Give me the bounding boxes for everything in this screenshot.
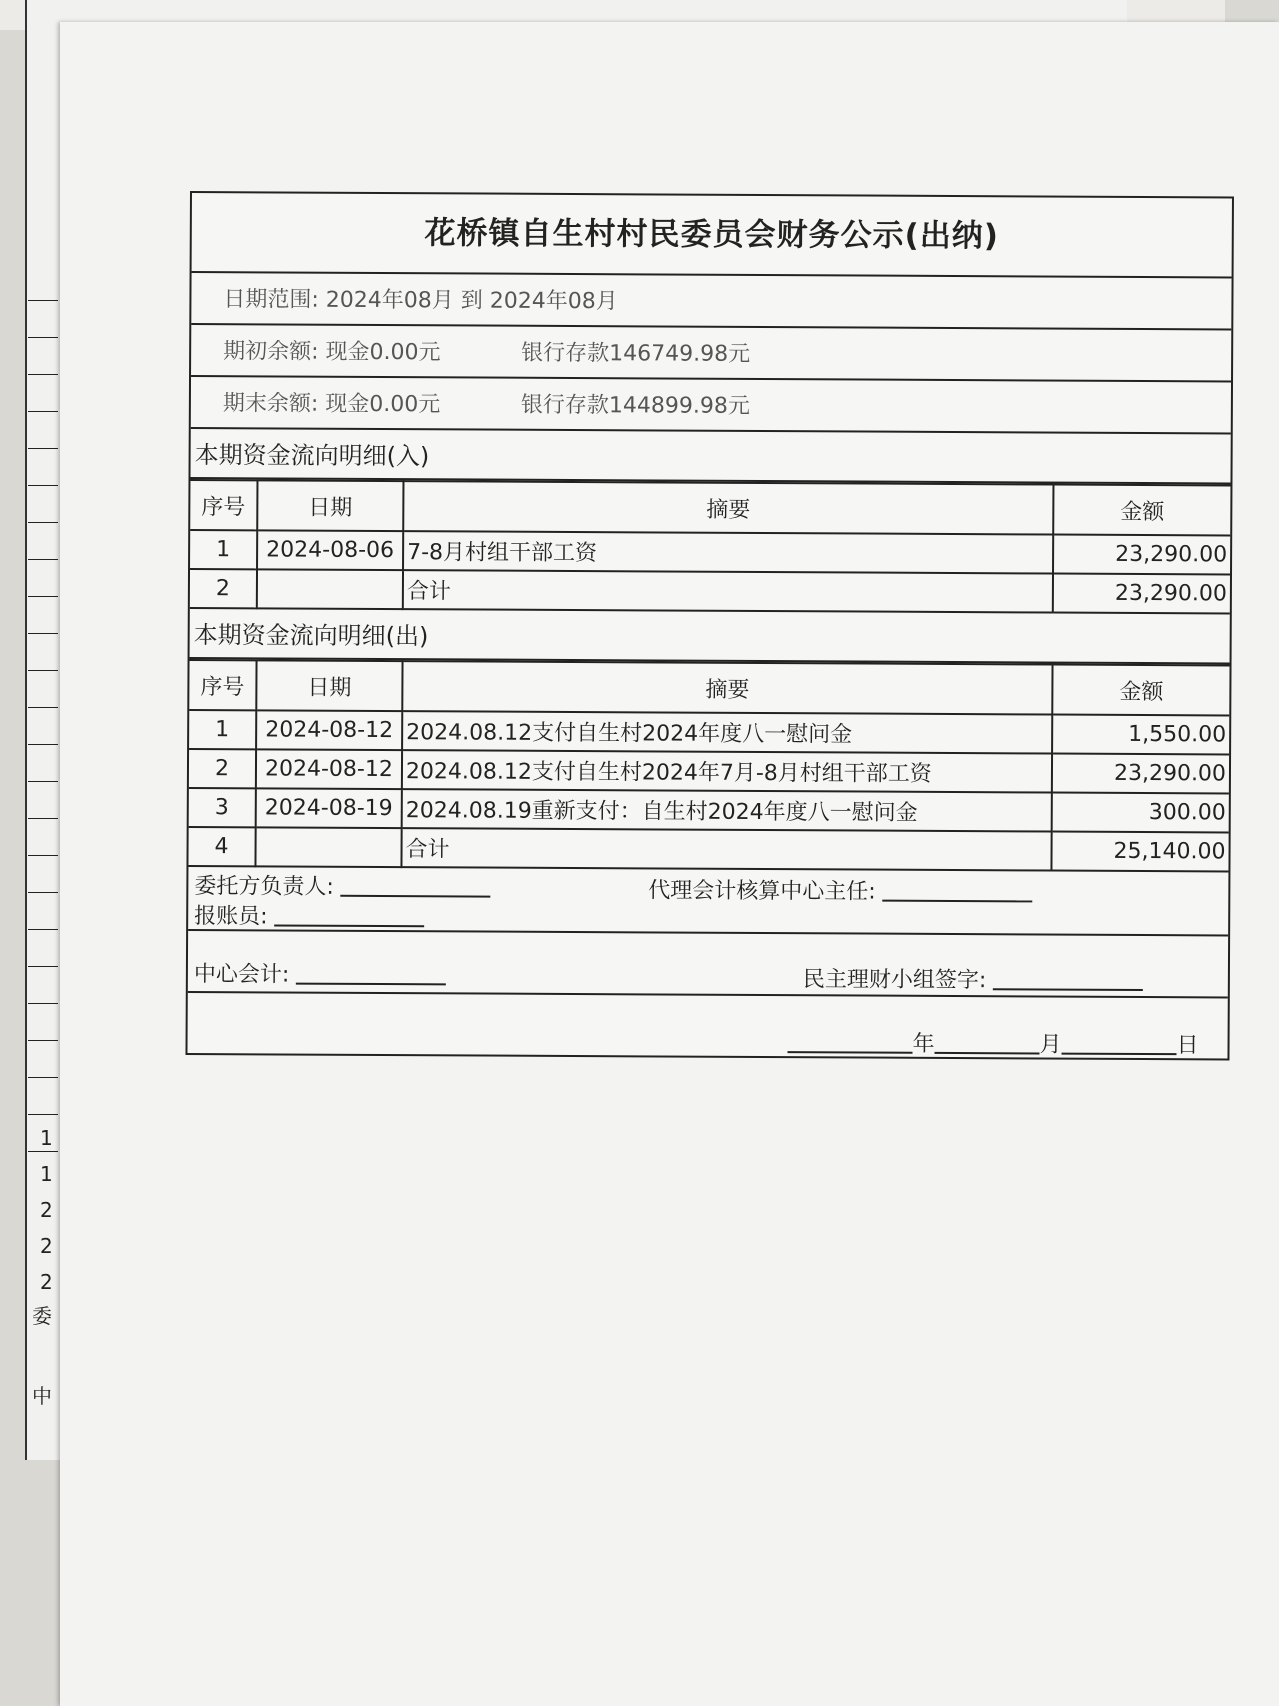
cell-no: 4 bbox=[188, 827, 255, 866]
table-row-total bbox=[190, 569, 1230, 613]
header-date: 日期 bbox=[256, 660, 402, 711]
cell-summary: 7-8月村组干部工资 bbox=[403, 531, 1053, 573]
cell-no: 2 bbox=[190, 569, 257, 608]
table-header-row bbox=[189, 660, 1229, 715]
cell-no: 1 bbox=[189, 710, 256, 749]
cell-summary: 2024.08.12支付自生村2024年7月-8月村组干部工资 bbox=[402, 750, 1052, 792]
day-label: 日 bbox=[1176, 1033, 1199, 1059]
header-amount: 金额 bbox=[1052, 665, 1229, 716]
cell-date: 2024-08-06 bbox=[257, 530, 403, 570]
closing-cash: 期末余额: 现金0.00元 bbox=[222, 391, 441, 418]
background-sheet-rules bbox=[28, 300, 58, 1188]
form-title: 花桥镇自生村村民委员会财务公示(出纳) bbox=[192, 193, 1232, 278]
signature-date bbox=[787, 1026, 1198, 1059]
cell-amount: 23,290.00 bbox=[1053, 574, 1230, 614]
cell-amount: 1,550.00 bbox=[1052, 715, 1229, 755]
opening-balance-row bbox=[191, 325, 1231, 382]
center-accountant-label: 中心会计: bbox=[194, 957, 447, 989]
background-fragment: 2 bbox=[40, 1198, 53, 1222]
signature-row-1 bbox=[188, 867, 1228, 936]
header-no: 序号 bbox=[190, 480, 257, 530]
cell-date: 2024-08-12 bbox=[256, 749, 402, 789]
cell-summary: 2024.08.12支付自生村2024年度八一慰问金 bbox=[402, 711, 1052, 753]
agency-director-blank bbox=[883, 899, 1033, 903]
cell-date bbox=[257, 569, 403, 609]
signature-date-row bbox=[187, 993, 1227, 1058]
month-label: 月 bbox=[1039, 1032, 1062, 1058]
cell-amount: 23,290.00 bbox=[1053, 535, 1230, 575]
background-fragment: 中 bbox=[32, 1384, 52, 1408]
expense-section-title: 本期资金流向明细(出) bbox=[190, 609, 1230, 664]
finance-group-blank bbox=[993, 987, 1143, 991]
principal-blank bbox=[341, 894, 491, 898]
background-fragment: 1 bbox=[40, 1162, 53, 1186]
bookkeeper-blank bbox=[275, 923, 425, 927]
finance-disclosure-form bbox=[185, 191, 1234, 1060]
center-accountant-blank bbox=[296, 982, 446, 986]
cell-date bbox=[255, 827, 401, 867]
cell-amount: 23,290.00 bbox=[1052, 754, 1229, 794]
income-section-title: 本期资金流向明细(入) bbox=[190, 429, 1230, 484]
signature-row-2 bbox=[188, 931, 1228, 998]
header-summary: 摘要 bbox=[402, 661, 1052, 714]
income-table bbox=[190, 479, 1231, 614]
background-fragment: 委 bbox=[32, 1304, 52, 1328]
finance-group-label: 民主理财小组签字: bbox=[803, 962, 1144, 995]
bookkeeper-label: 报账员: bbox=[194, 899, 425, 931]
header-amount: 金额 bbox=[1053, 485, 1230, 536]
background-fragment: 2 bbox=[40, 1234, 53, 1258]
header-no: 序号 bbox=[189, 660, 256, 710]
opening-bank: 银行存款146749.98元 bbox=[521, 340, 751, 367]
table-header-row bbox=[190, 480, 1230, 535]
header-summary: 摘要 bbox=[403, 481, 1053, 534]
cell-date: 2024-08-12 bbox=[256, 710, 402, 750]
closing-balance-row bbox=[191, 377, 1231, 434]
table-row-total bbox=[188, 827, 1228, 871]
date-range-row bbox=[191, 273, 1231, 330]
date-range: 日期范围: 2024年08月 到 2024年08月 bbox=[223, 287, 618, 315]
principal-label: 委托方负责人: bbox=[194, 869, 491, 902]
cell-date: 2024-08-19 bbox=[256, 788, 402, 828]
closing-bank: 银行存款144899.98元 bbox=[520, 392, 750, 419]
table-row bbox=[189, 749, 1229, 793]
cell-summary: 合计 bbox=[403, 570, 1053, 612]
header-date: 日期 bbox=[257, 480, 403, 531]
cell-amount: 300.00 bbox=[1052, 793, 1229, 833]
table-row bbox=[189, 710, 1229, 754]
expense-table bbox=[188, 659, 1229, 872]
cell-no: 3 bbox=[189, 788, 256, 827]
opening-cash: 期初余额: 现金0.00元 bbox=[223, 339, 441, 366]
background-fragment: 2 bbox=[40, 1270, 53, 1294]
background-fragment: 1 bbox=[40, 1126, 53, 1150]
table-row bbox=[190, 530, 1230, 574]
cell-amount: 25,140.00 bbox=[1051, 832, 1228, 872]
cell-no: 1 bbox=[190, 530, 257, 569]
year-label: 年 bbox=[912, 1031, 935, 1057]
cell-summary: 合计 bbox=[401, 828, 1051, 870]
table-row bbox=[189, 788, 1229, 832]
agency-director-label: 代理会计核算中心主任: bbox=[648, 873, 1033, 906]
cell-summary: 2024.08.19重新支付：自生村2024年度八一慰问金 bbox=[402, 789, 1052, 831]
cell-no: 2 bbox=[189, 749, 256, 788]
